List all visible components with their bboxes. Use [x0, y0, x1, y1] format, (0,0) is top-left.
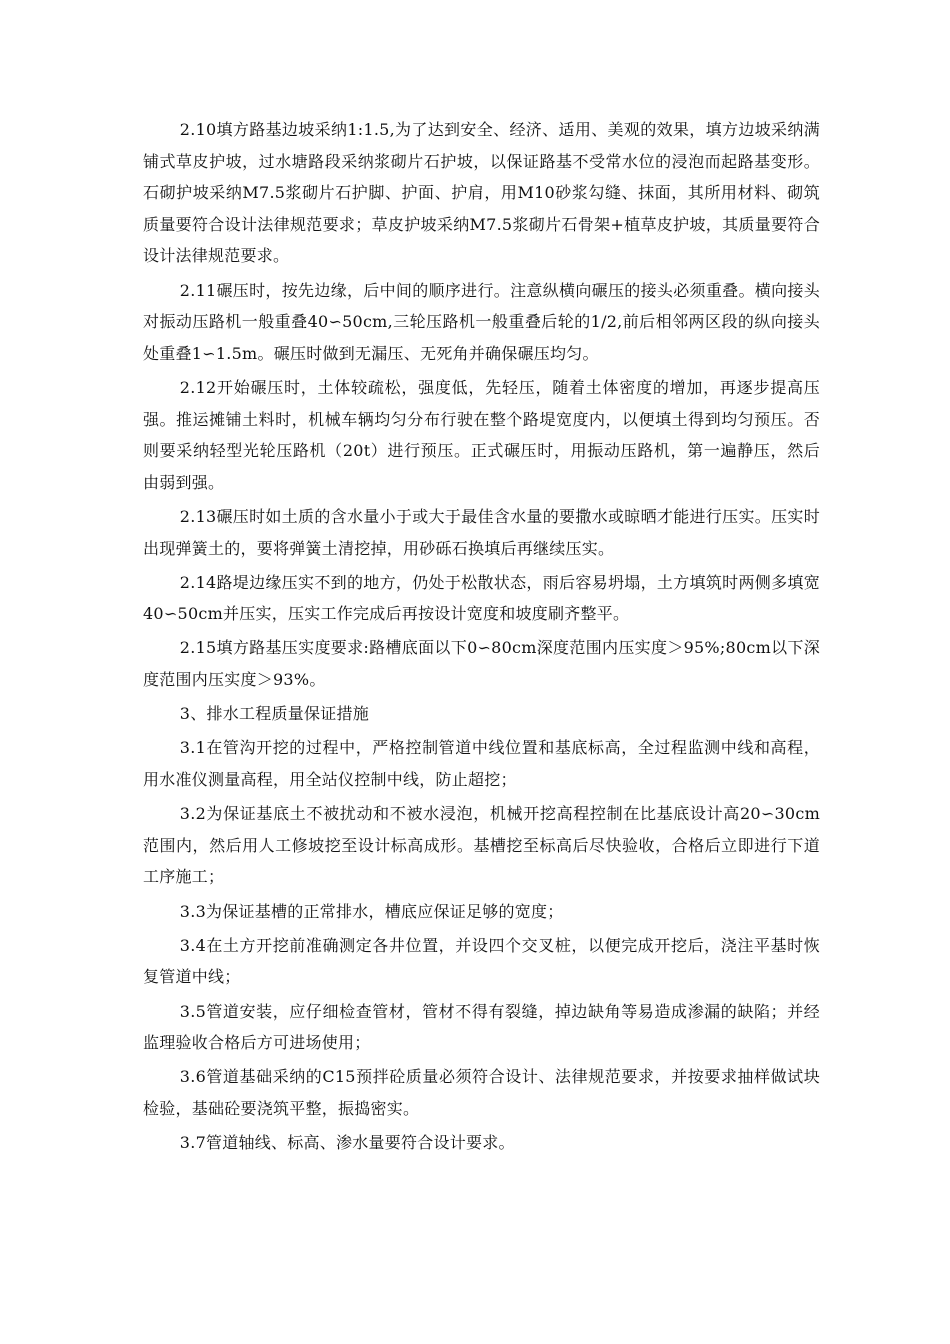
paragraph-2-10: 2.10填方路基边坡采纳1:1.5,为了达到安全、经济、适用、美观的效果，填方边坡采纳满铺式草皮护坡，过水塘路段采纳浆砌片石护坡，以保证路基不受常水位的浸泡而起路基变形。石砌护坡采纳M7.5浆砌片石护脚、护面、护肩，用M10砂浆勾缝、抹面，其所用材料、砌筑质量要符合设计法律规范要求；草皮护坡采纳M7.5浆砌片石骨架+植草皮护坡，其质量要符合设计法律规范要求。: [143, 120, 820, 266]
paragraph-3-6: 3.6管道基础采纳的C15预拌砼质量必须符合设计、法律规范要求，并按要求抽样做试块检验，基础砼要浇筑平整，振捣密实。: [143, 1067, 820, 1118]
section-heading-3: 3、排水工程质量保证措施: [179, 704, 369, 724]
paragraph-3-2: 3.2为保证基底土不被扰动和不被水浸泡，机械开挖高程控制在比基底设计高20∽30cm范围内，然后用人工修坡挖至设计标高成形。基槽挖至标高后尽快验收，合格后立即进行下道工序施工；: [143, 804, 820, 887]
paragraph-2-12: 2.12开始碾压时，土体较疏松，强度低，先轻压，随着土体密度的增加，再逐步提高压强。推运摊铺土料时，机械车辆均匀分布行驶在整个路堤宽度内，以便填土得到均匀预压。否则要采纳轻型光轮压路机（20t）进行预压。正式碾压时，用振动压路机，第一遍静压，然后由弱到强。: [143, 377, 820, 492]
document-page: [143, 114, 820, 1161]
paragraph-2-11: 2.11碾压时，按先边缘，后中间的顺序进行。注意纵横向碾压的接头必须重叠。横向接头对振动压路机一般重叠40∽50cm,三轮压路机一般重叠后轮的1/2,前后相邻两区段的纵向接头处重叠1∽1.5m。碾压时做到无漏压、无死角并确保碾压均匀。: [143, 280, 820, 363]
paragraph-3-5: 3.5管道安装，应仔细检查管材，管材不得有裂缝，掉边缺角等易造成渗漏的缺陷；并经监理验收合格后方可进场使用；: [143, 1001, 820, 1053]
paragraph-3-1: 3.1在管沟开挖的过程中，严格控制管道中线位置和基底标高，全过程监测中线和高程，用水准仪测量高程，用全站仪控制中线，防止超挖；: [143, 738, 820, 790]
paragraph-3-7: 3.7管道轴线、标高、渗水量要符合设计要求。: [179, 1133, 515, 1153]
paragraph-2-13: 2.13碾压时如土质的含水量小于或大于最佳含水量的要撒水或晾晒才能进行压实。压实时出现弹簧土的，要将弹簧土清挖掉，用砂砾石换填后再继续压实。: [143, 506, 820, 558]
paragraph-2-14: 2.14路堤边缘压实不到的地方，仍处于松散状态，雨后容易坍塌，土方填筑时两侧多填宽40∽50cm并压实，压实工作完成后再按设计宽度和坡度刷齐整平。: [143, 572, 820, 624]
paragraph-2-15: 2.15填方路基压实度要求:路槽底面以下0∽80cm深度范围内压实度＞95%;80cm以下深度范围内压实度＞93%。: [143, 638, 820, 690]
paragraph-3-3: 3.3为保证基槽的正常排水，槽底应保证足够的宽度；: [179, 901, 564, 921]
paragraph-3-4: 3.4在土方开挖前准确测定各井位置，并设四个交叉桩，以便完成开挖后，浇注平基时恢复管道中线；: [143, 935, 820, 987]
